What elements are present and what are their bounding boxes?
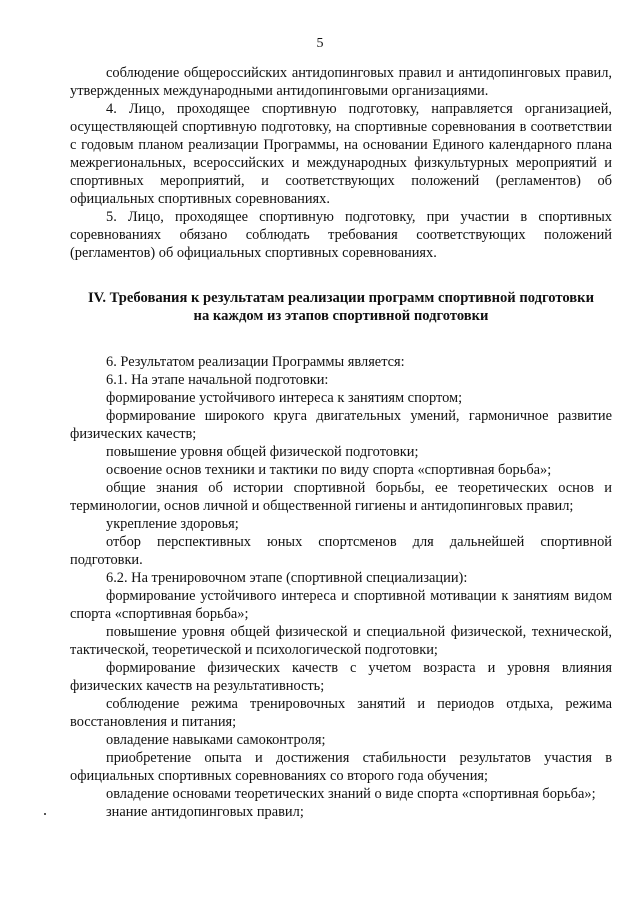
paragraph-continuation: соблюдение общероссийских антидопинговых правил и антидопинговых правил, утвержденных международными антидопинговыми организациями. [70,65,612,99]
section-heading-line-1: IV. Требования к результатам реализации программ спортивной подготовки [88,290,594,306]
list-item: 6. Результатом реализации Программы является: [106,354,405,370]
list-item: формирование устойчивого интереса и спортивной мотивации к занятиям видом спорта «спортивная борьба»; [70,588,612,622]
list-item: освоение основ техники и тактики по виду спорта «спортивная борьба»; [106,462,552,478]
list-item: приобретение опыта и достижения стабильности результатов участия в официальных спортивных соревнованиях со второго года обучения; [70,750,612,784]
list-item: отбор перспективных юных спортсменов для дальнейшей спортивной подготовки. [70,534,612,568]
list-item: формирование физических качеств с учетом возраста и уровня влияния физических качеств на результативность; [70,660,612,694]
list-item: овладение основами теоретических знаний о виде спорта «спортивная борьба»; [106,786,596,802]
list-item: овладение навыками самоконтроля; [106,732,326,748]
list-item: 6.1. На этапе начальной подготовки: [106,372,329,388]
list-item: повышение уровня общей физической и специальной физической, технической, тактической, теоретической и психологической подготовки; [70,624,612,658]
scan-speck [44,813,46,815]
document-body [70,64,612,821]
list-item: знание антидопинговых правил; [106,804,304,820]
list-item: формирование широкого круга двигательных умений, гармоничное развитие физических качеств; [70,408,612,442]
list-item: повышение уровня общей физической подготовки; [106,444,419,460]
section-heading-line-2: на каждом из этапов спортивной подготовки [193,308,489,324]
paragraph-5: 5. Лицо, проходящее спортивную подготовку, при участии в спортивных соревнованиях обязано соблюдать требования соответствующих положений (регламентов) об официальных спортивных соревнованиях. [70,209,612,261]
section-heading [70,289,612,325]
list-item: общие знания об истории спортивной борьбы, ее теоретических основ и терминологии, основ личной и общественной гигиены и антидопинговых правил; [70,480,612,514]
list-item: укрепление здоровья; [106,516,239,532]
list-item: формирование устойчивого интереса к занятиям спортом; [106,390,463,406]
paragraph-4: 4. Лицо, проходящее спортивную подготовку, направляется организацией, осуществляющей спортивную подготовку, на спортивные соревнования в соответствии с годовым планом реализации Программы, на основании Единого календарного плана межрегиональных, всероссийских и международных физкультурных мероприятий и спортивных мероприятий, и соответствующих положений (регламентов) об официальных спортивных соревнованиях. [70,101,612,207]
list-item: 6.2. На тренировочном этапе (спортивной специализации): [106,570,468,586]
list-item: соблюдение режима тренировочных занятий и периодов отдыха, режима восстановления и питания; [70,696,612,730]
page-number: 5 [316,36,324,51]
